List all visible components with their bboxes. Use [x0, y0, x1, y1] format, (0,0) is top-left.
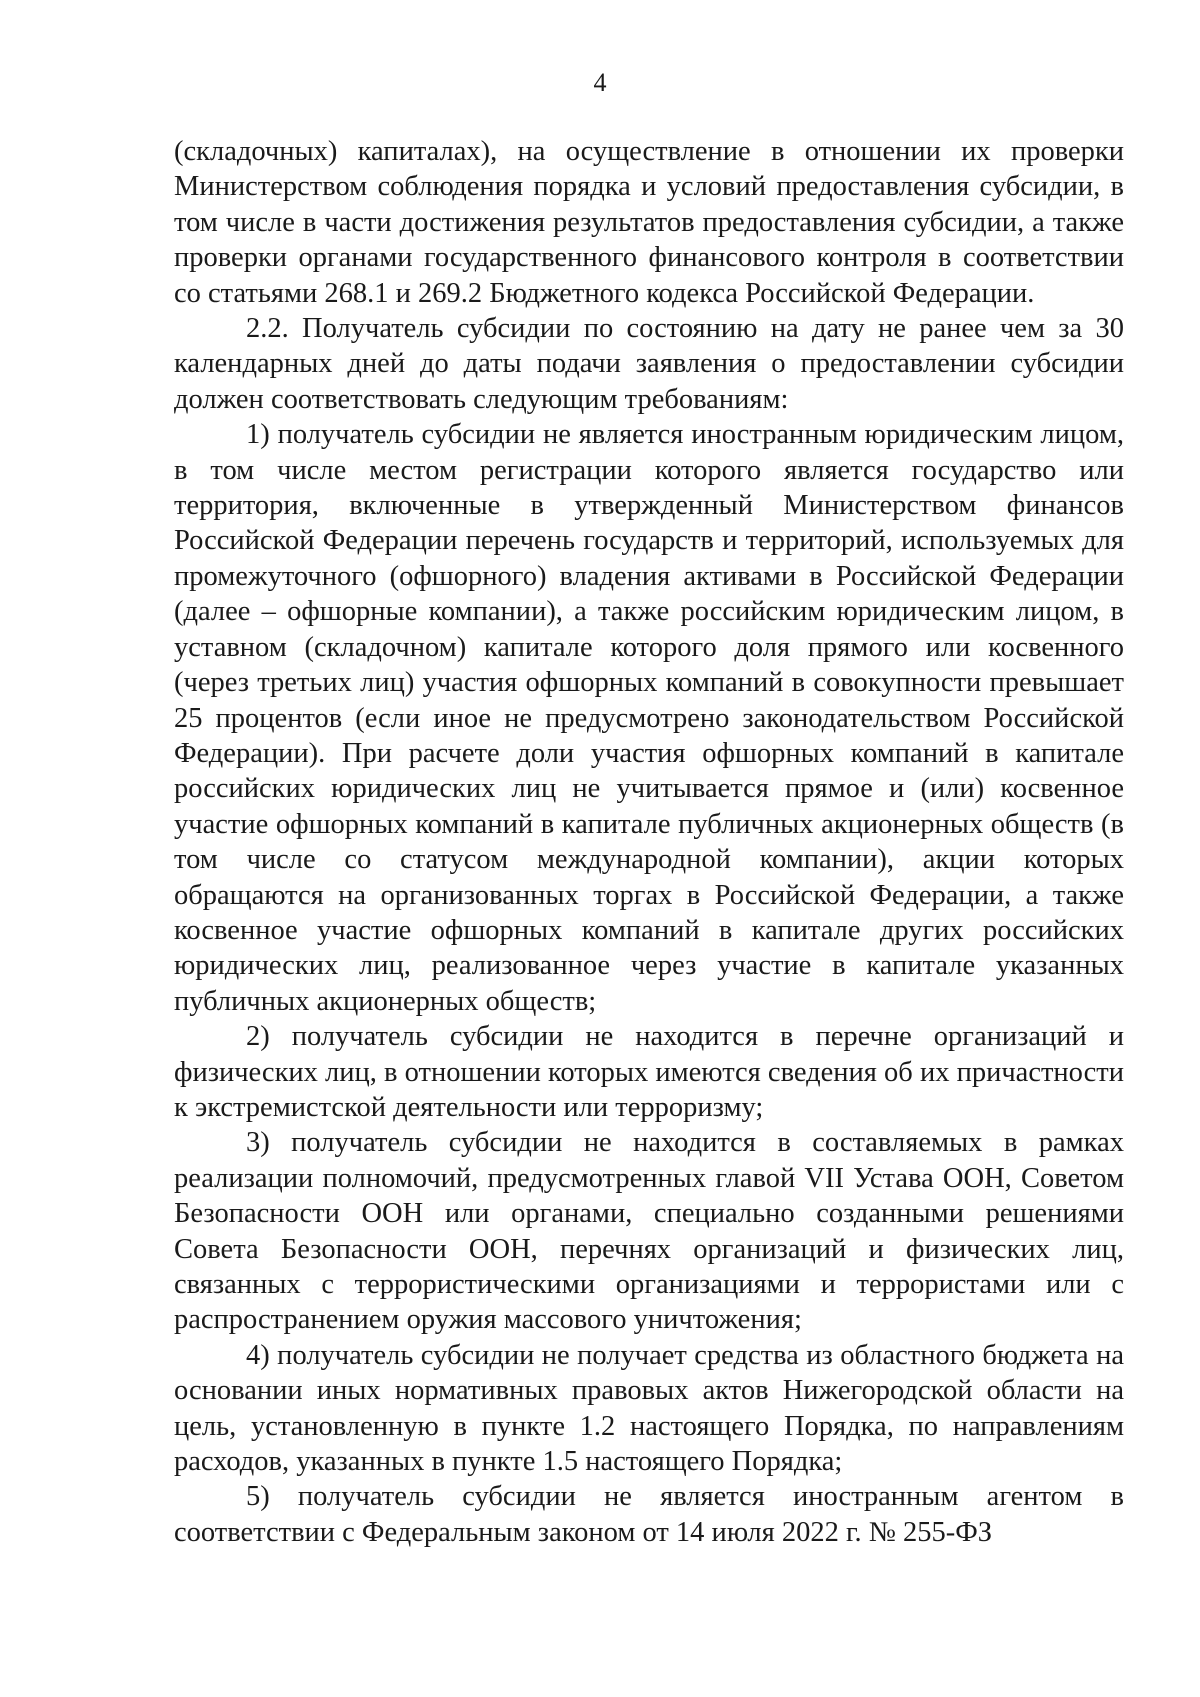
paragraph-item-4: 4) получатель субсидии не получает средства из областного бюджета на основании иных нормативных правовых актов Нижегородской области на цель, установленную в пункте 1.2 настоящего Порядка, по направлениям расходов, указанных в пункте 1.5 настоящего Порядка;	[174, 1339, 1124, 1478]
paragraph-item-5: 5) получатель субсидии не является иностранным агентом в соответствии с Федеральным законом от 14 июля 2022 г. № 255-ФЗ	[174, 1481, 1124, 1548]
paragraph-item-2: 2) получатель субсидии не находится в перечне организаций и физических лиц, в отношении которых имеются сведения об их причастности к экстремистской деятельности или терроризму;	[174, 1021, 1124, 1123]
paragraph-item-1: 1) получатель субсидии не является иностранным юридическим лицом, в том числе местом регистрации которого является государство или территория, включенные в утвержденный Министерством финансов Российской Федерации перечень государств и территорий, используемых для промежуточного (офшорного) владения активами в Российской Федерации (далее – офшорные компании), а также российским юридическим лицом, в уставном (складочном) капитале которого доля прямого или косвенного (через третьих лиц) участия офшорных компаний в совокупности превышает 25 процентов (если иное не предусмотрено законодательством Российской Федерации). При расчете доли участия офшорных компаний в капитале российских юридических лиц не учитывается прямое и (или) косвенное участие офшорных компаний в капитале публичных акционерных обществ (в том числе со статусом международной компании), акции которых обращаются на организованных торгах в Российской Федерации, а также косвенное участие офшорных компаний в капитале других российских юридических лиц, реализованное через участие в капитале указанных публичных акционерных обществ;	[174, 419, 1124, 1017]
paragraph-item-3: 3) получатель субсидии не находится в составляемых в рамках реализации полномочий, предусмотренных главой VII Устава ООН, Советом Безопасности ООН или органами, специально созданными решениями Совета Безопасности ООН, перечнях организаций и физических лиц, связанных с террористическими организациями и террористами или с распространением оружия массового уничтожения;	[174, 1127, 1124, 1336]
paragraph-clause-2-2: 2.2. Получатель субсидии по состоянию на дату не ранее чем за 30 календарных дней до даты подачи заявления о предоставлении субсидии должен соответствовать следующим требованиям:	[174, 313, 1124, 415]
document-body	[174, 134, 1124, 1550]
paragraph-continuation: (складочных) капиталах), на осуществление в отношении их проверки Министерством соблюдения порядка и условий предоставления субсидии, в том числе в части достижения результатов предоставления субсидии, а также проверки органами государственного финансового контроля в соответствии со статьями 268.1 и 269.2 Бюджетного кодекса Российской Федерации.	[174, 136, 1124, 309]
page-number: 4	[593, 68, 607, 97]
